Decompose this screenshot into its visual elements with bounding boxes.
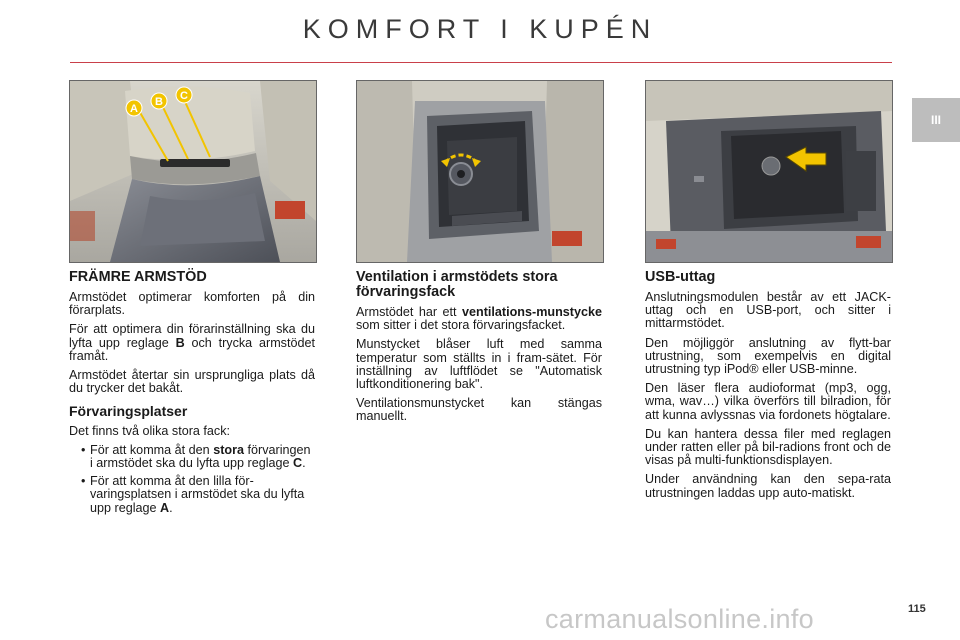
paragraph: Armstödet återtar sin ursprungliga plats då du trycker det bakåt. [69, 368, 315, 396]
label-a [126, 100, 142, 116]
paragraph: Den möjliggör anslutning av flytt-bar utrustning, som exempelvis en digital utrustning typ iPod® eller USB-minne. [645, 335, 891, 377]
paragraph: Armstödet har ett ventilations-munstycke som sitter i det stora förvaringsfacket. [356, 305, 602, 333]
svg-text:C: C [180, 90, 188, 102]
paragraph: Munstycket blåser luft med samma temperatur som ställts in i fram-sätet. För inställning av luftflödet se "Automatisk luftkonditionering bak". [356, 337, 602, 392]
svg-text:A: A [130, 103, 138, 115]
label-c [176, 87, 192, 103]
paragraph: Ventilationsmunstycket kan stängas manuellt. [356, 396, 602, 424]
column-usb [645, 270, 891, 506]
paragraph: Anslutningsmodulen består av ett JACK-uttag och en USB-port, och sitter i mittarmstödet. [645, 290, 891, 331]
list-item: • För att komma åt den stora förvaringen i armstödet ska du lyfta upp reglage C. [69, 444, 315, 470]
storage-vent-photo [356, 80, 604, 263]
heading-front-armrest: FRÄMRE ARMSTÖD [69, 269, 207, 285]
usb-socket-photo [645, 80, 893, 263]
svg-text:B: B [155, 96, 163, 108]
paragraph: För att optimera din förarinställning ska du lyfta upp reglage B och trycka armstödet framåt. [69, 322, 315, 363]
paragraph: Armstödet optimerar komforten på din förarplats. [69, 290, 315, 318]
heading-usb: USB-uttag [645, 269, 716, 285]
paragraph: Under användning kan den sepa-rata utrustningen laddas upp auto-matiskt. [645, 472, 891, 500]
title-divider [70, 62, 892, 63]
paragraph: Du kan hantera dessa filer med reglagen under ratten eller på bil-radions front och de visas på multi-funktionsdisplayen. [645, 426, 891, 468]
storage-list [69, 444, 315, 515]
list-item: • För att komma åt den lilla för-varingsplatsen i armstödet ska du lyfta upp reglage A. [69, 475, 315, 515]
paragraph: Det finns två olika stora fack: [69, 423, 230, 438]
column-ventilation [356, 270, 602, 430]
watermark: carmanualsonline.info [545, 604, 814, 634]
page-number: 115 [908, 603, 926, 615]
heading-ventilation: Ventilation i armstödets stora förvaringsfack [356, 269, 558, 300]
armrest-photo [69, 80, 317, 263]
column-armrest [69, 270, 315, 520]
paragraph: Den läser flera audioformat (mp3, ogg, wma, wav…) vilka överförs till bilradion, för att kunna avlyssnas via fordonets högtalare. [645, 381, 891, 422]
chapter-tab[interactable]: III [912, 98, 960, 142]
label-b [151, 93, 167, 109]
page-title: KOMFORT I KUPÉN [302, 14, 658, 44]
heading-storage: Förvaringsplatser [69, 403, 188, 420]
